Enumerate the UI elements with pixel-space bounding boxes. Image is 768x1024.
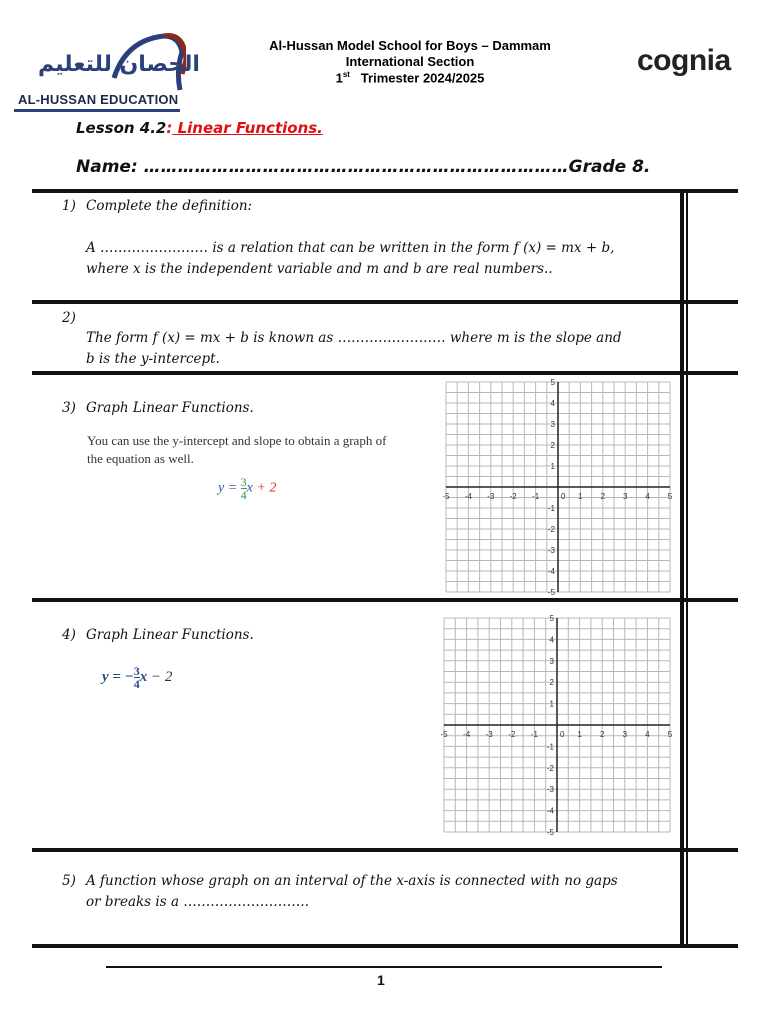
school-name: Al-Hussan Model School for Boys – Dammam bbox=[269, 38, 551, 53]
q4-equation: y = − $\frac{3}{4}$ x − 2 bbox=[102, 664, 173, 691]
margin-line-1 bbox=[680, 191, 684, 946]
x-tick-label: -4 bbox=[463, 730, 471, 739]
coordinate-grid-q3[interactable] bbox=[440, 376, 676, 598]
trimester: 1st Trimester 2024/2025 bbox=[335, 70, 485, 86]
y-tick-label: 4 bbox=[549, 635, 554, 645]
x-tick-label: 4 bbox=[645, 730, 650, 739]
x-tick-label: -3 bbox=[485, 730, 493, 739]
y-tick-label: -1 bbox=[547, 504, 555, 513]
divider-4 bbox=[32, 848, 738, 852]
x-tick-label: 1 bbox=[577, 730, 582, 739]
divider-1 bbox=[32, 300, 738, 304]
q2-line1: The form f (x) = mx + b is known as …………………… where m is the slope and bbox=[86, 330, 622, 346]
q3-number: 3) bbox=[62, 400, 76, 416]
cognia-logo: cognia bbox=[637, 44, 731, 77]
divider-3 bbox=[32, 598, 738, 602]
y-tick-label: -1 bbox=[546, 742, 554, 752]
lesson-title: Lesson 4.2: Linear Functions. bbox=[76, 119, 323, 137]
q3-book-line2: the equation as well. bbox=[87, 451, 194, 466]
margin-line-2 bbox=[686, 191, 688, 946]
y-tick-label: -4 bbox=[546, 806, 554, 816]
divider-bottom bbox=[32, 944, 738, 948]
y-tick-label: 2 bbox=[549, 678, 554, 688]
q5-line2: or breaks is a ………………………. bbox=[86, 894, 310, 910]
x-tick-label: 0 bbox=[561, 492, 566, 501]
x-tick-label: 5 bbox=[667, 492, 673, 501]
q1-line1: A …………………… is a relation that can be written in the form f (x) = mx + b, bbox=[86, 240, 615, 256]
section-name: International Section bbox=[345, 54, 475, 69]
x-tick-label: -2 bbox=[508, 730, 516, 739]
x-tick-label: 1 bbox=[578, 492, 583, 501]
q4-prompt: Graph Linear Functions. bbox=[86, 627, 254, 643]
y-tick-label: -2 bbox=[546, 763, 554, 773]
q5-line1: A function whose graph on an interval of the x-axis is connected with no gaps bbox=[86, 873, 618, 889]
x-tick-label: -5 bbox=[442, 492, 450, 501]
q3-prompt: Graph Linear Functions. bbox=[86, 400, 254, 416]
y-tick-label: 2 bbox=[550, 441, 555, 450]
q2-number: 2) bbox=[62, 310, 76, 326]
y-tick-label: -5 bbox=[546, 828, 554, 837]
logo-underline bbox=[14, 109, 180, 112]
q2-line2: b is the y-intercept. bbox=[86, 351, 220, 367]
x-tick-label: 3 bbox=[622, 492, 628, 501]
x-tick-label: 2 bbox=[599, 730, 605, 739]
x-tick-label: 0 bbox=[560, 730, 565, 739]
y-tick-label: 3 bbox=[550, 420, 555, 429]
y-tick-label: 3 bbox=[549, 656, 554, 666]
q1-line2: where x is the independent variable and m and b are real numbers.. bbox=[86, 261, 553, 277]
q4-number: 4) bbox=[62, 627, 76, 643]
x-tick-label: -2 bbox=[509, 492, 517, 501]
y-tick-label: -5 bbox=[547, 588, 555, 597]
y-tick-label: -2 bbox=[547, 525, 555, 534]
y-tick-label: 1 bbox=[549, 699, 554, 709]
x-tick-label: -5 bbox=[440, 730, 448, 739]
page-number: 1 bbox=[377, 972, 385, 988]
x-tick-label: -1 bbox=[530, 730, 538, 739]
y-tick-label: -3 bbox=[546, 785, 554, 795]
y-tick-label: 1 bbox=[550, 462, 555, 471]
y-tick-label: 4 bbox=[550, 399, 555, 408]
y-tick-label: 5 bbox=[549, 614, 554, 623]
q1-number: 1) bbox=[62, 198, 76, 214]
q1-prompt: Complete the definition: bbox=[86, 198, 253, 214]
logo-arabic-text: الحصان للتعليم bbox=[38, 52, 200, 77]
q5-number: 5) bbox=[62, 873, 76, 889]
q3-equation: y = $\frac{3}{4}$ x + 2 bbox=[218, 475, 277, 502]
x-tick-label: 3 bbox=[622, 730, 628, 739]
name-line: Name: …………………………………………………………………Grade 8. bbox=[76, 157, 651, 177]
y-tick-label: -4 bbox=[547, 567, 555, 576]
x-tick-label: 5 bbox=[667, 730, 673, 739]
coordinate-grid-q4[interactable] bbox=[438, 612, 676, 838]
y-tick-label: 5 bbox=[550, 378, 555, 387]
q3-book-line1: You can use the y-intercept and slope to obtain a graph of bbox=[87, 433, 387, 448]
x-tick-label: -1 bbox=[532, 492, 540, 501]
y-tick-label: -3 bbox=[547, 546, 555, 555]
divider-top bbox=[32, 189, 738, 193]
x-tick-label: 4 bbox=[645, 492, 650, 501]
x-tick-label: -4 bbox=[464, 492, 472, 501]
x-tick-label: 2 bbox=[600, 492, 606, 501]
logo-english-text: AL-HUSSAN EDUCATION bbox=[18, 92, 179, 107]
footer-rule bbox=[106, 966, 662, 968]
divider-2 bbox=[32, 371, 738, 375]
x-tick-label: -3 bbox=[487, 492, 495, 501]
